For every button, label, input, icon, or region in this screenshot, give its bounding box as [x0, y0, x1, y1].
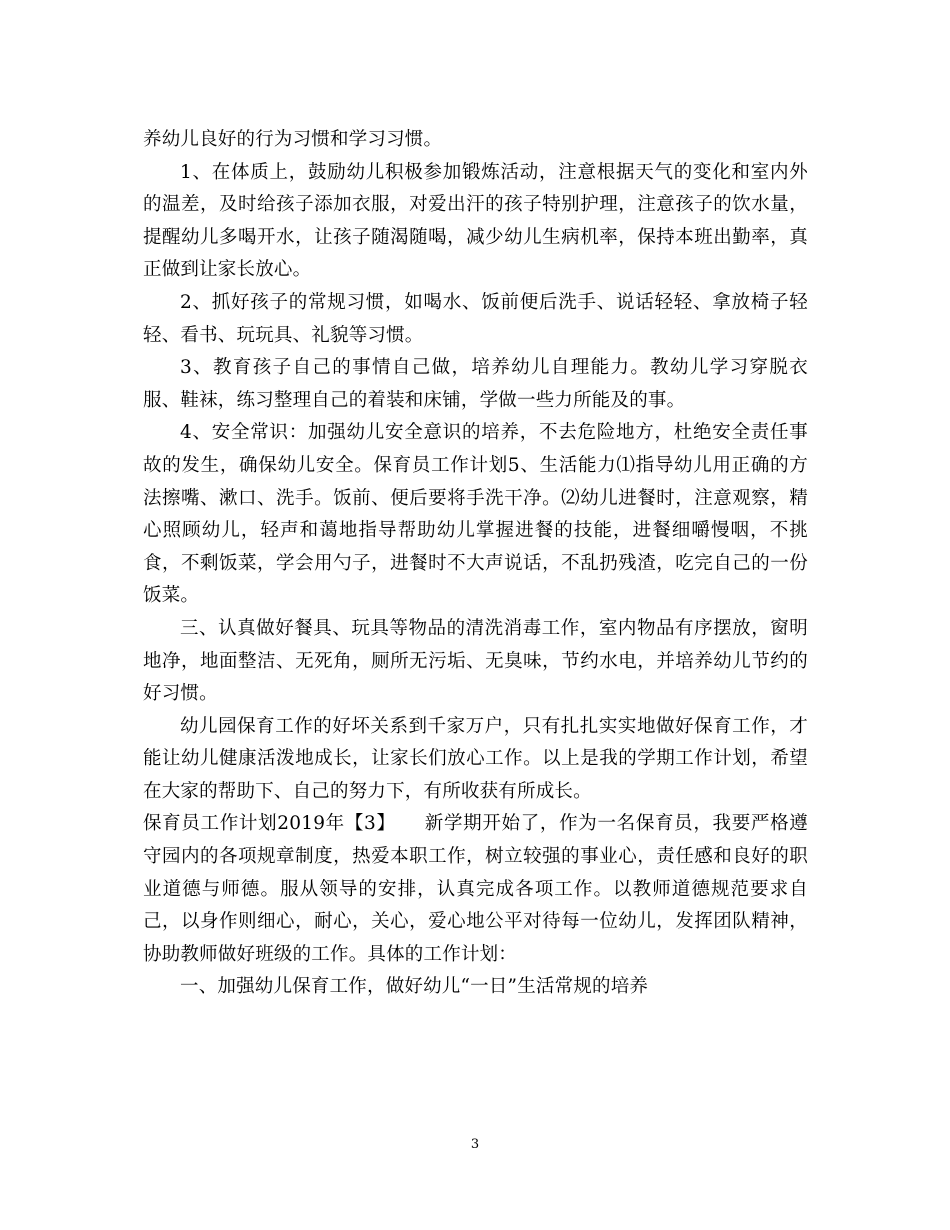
paragraph-continuation: 养幼儿良好的行为习惯和学习习惯。 — [143, 129, 443, 150]
document-body — [143, 124, 808, 1004]
paragraph-safety: 4、安全常识：加强幼儿安全意识的培养，不去危险地方，杜绝安全责任事故的发生，确保幼儿安全。保育员工作计划5、生活能力⑴指导幼儿用正确的方法擦嘴、漱口、洗手。饭前、便后要将手洗干净。⑵幼儿进餐时，注意观察，精心照顾幼儿，轻声和蔼地指导帮助幼儿掌握进餐的技能，进餐细嚼慢咽，不挑食，不剩饭菜，学会用勺子，进餐时不大声说话，不乱扔残渣，吃完自己的一份饭菜。 — [143, 422, 808, 607]
paragraph-section-heading: 一、加强幼儿保育工作，做好幼儿“一日”生活常规的培养 — [180, 976, 649, 998]
paragraph-physical-care: 1、在体质上，鼓励幼儿积极参加锻炼活动，注意根据天气的变化和室内外的温差，及时给孩子添加衣服，对爱出汗的孩子特别护理，注意孩子的饮水量，提醒幼儿多喝开水，让孩子随渴随喝，减少幼儿生病机率，保持本班出勤率，真正做到让家长放心。 — [143, 161, 808, 281]
page-number: 3 — [470, 1137, 480, 1152]
paragraph-self-care: 3、教育孩子自己的事情自己做，培养幼儿自理能力。教幼儿学习穿脱衣服、鞋袜，练习整理自己的着装和床铺，学做一些力所能及的事。 — [143, 357, 808, 411]
paragraph-conclusion: 幼儿园保育工作的好坏关系到千家万户，只有扎扎实实地做好保育工作，才能让幼儿健康活泼地成长，让家长们放心工作。以上是我的学期工作计划，希望在大家的帮助下、自己的努力下，有所收获有所成长。 — [143, 715, 808, 802]
paragraph-routine-habits: 2、抓好孩子的常规习惯，如喝水、饭前便后洗手、说话轻轻、拿放椅子轻轻、看书、玩玩具、礼貌等习惯。 — [143, 291, 808, 346]
paragraph-cleaning: 三、认真做好餐具、玩具等物品的清洗消毒工作，室内物品有序摆放，窗明地净，地面整洁、无死角，厕所无污垢、无臭味，节约水电，并培养幼儿节约的好习惯。 — [143, 617, 808, 705]
paragraph-plan-3-intro: 保育员工作计划2019年【3】 新学期开始了，作为一名保育员，我要严格遵守园内的各项规章制度，热爱本职工作，树立较强的事业心，责任感和良好的职业道德与师德。服从领导的安排，认真完成各项工作。以教师道德规范要求自己，以身作则细心，耐心，关心，爱心地公平对待每一位幼儿，发挥团队精神，协助教师做好班级的工作。具体的工作计划： — [143, 813, 808, 965]
